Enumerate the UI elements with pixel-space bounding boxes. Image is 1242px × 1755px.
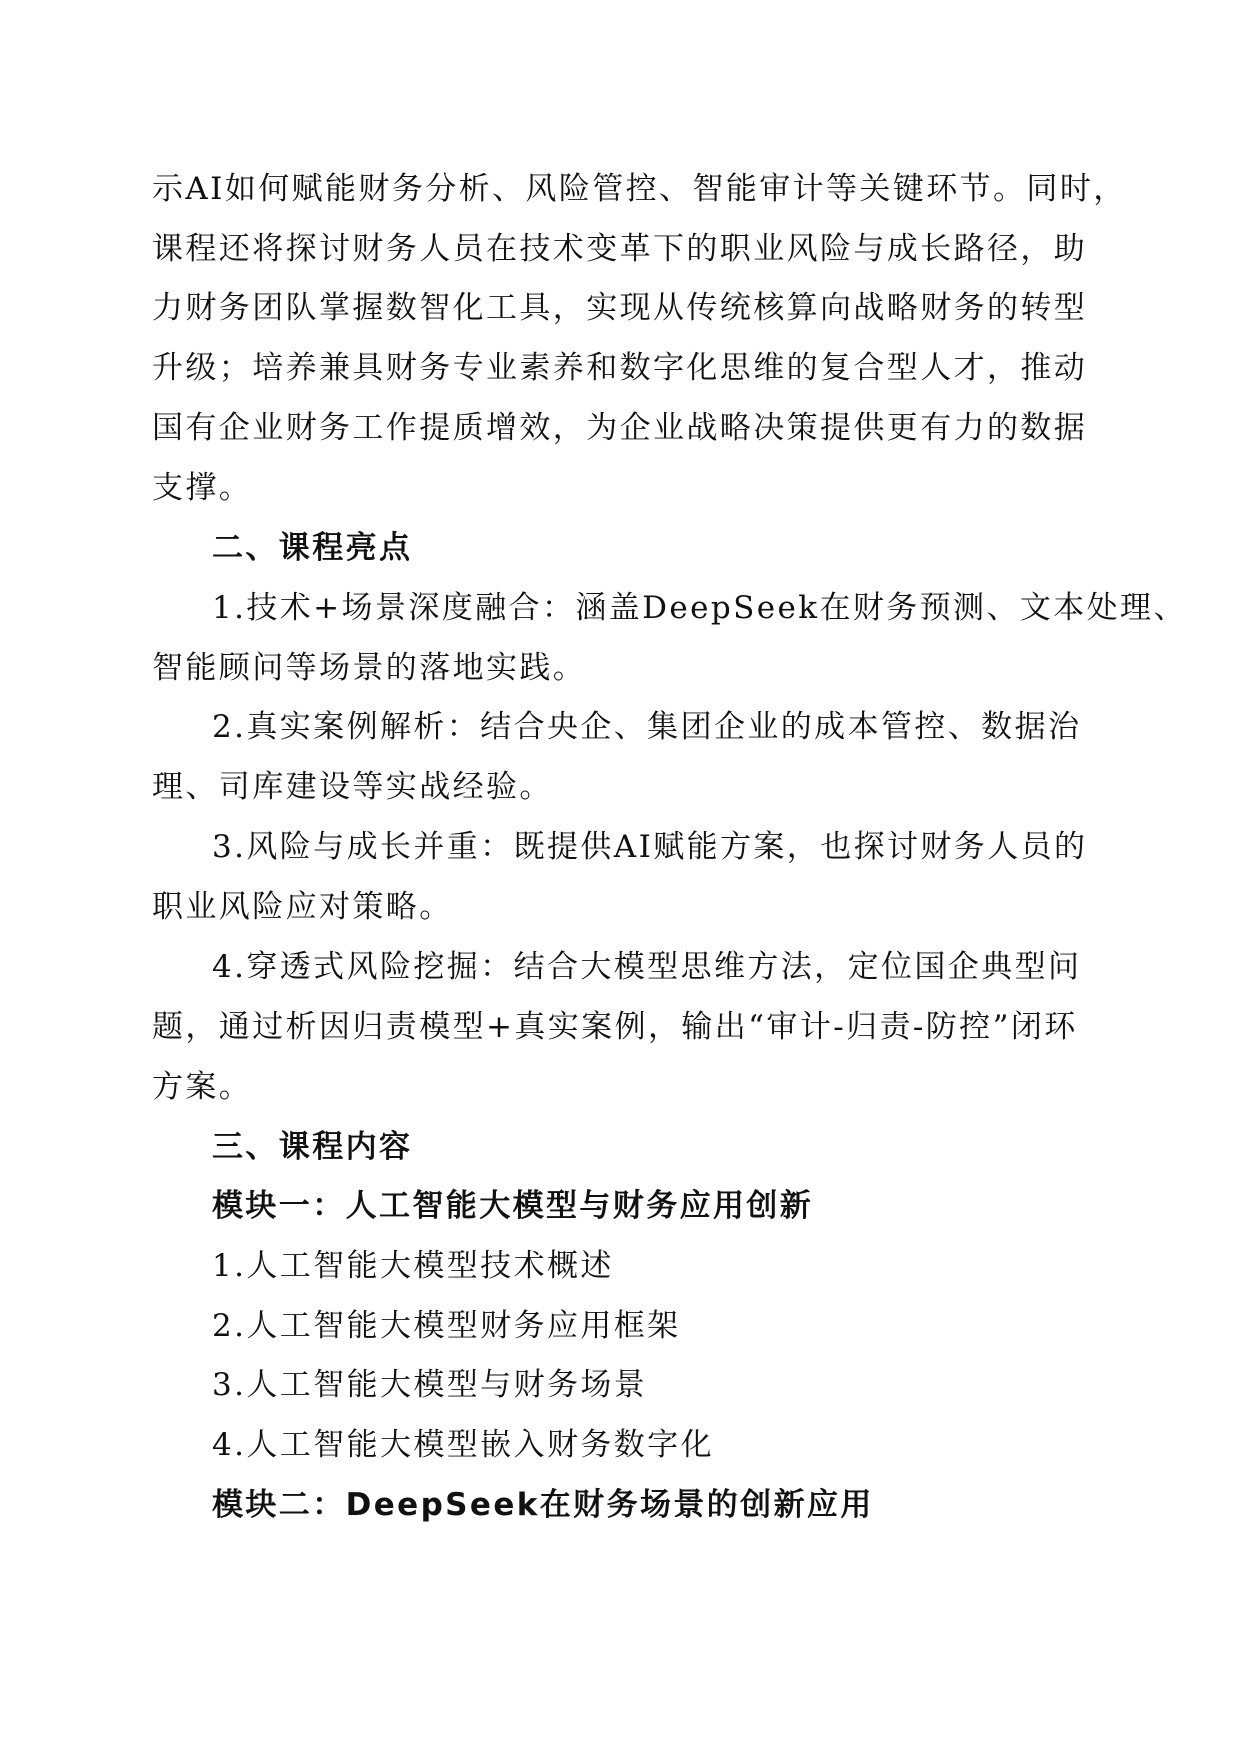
section-heading-highlights: 二、课程亮点	[212, 530, 413, 566]
paragraph-line: 国有企业财务工作提质增效，为企业战略决策提供更有力的数据	[152, 410, 1088, 446]
list-item-continuation: 智能顾问等场景的落地实践。	[152, 650, 587, 686]
module-item: 1.人工智能大模型技术概述	[212, 1248, 614, 1284]
paragraph-line: 支撑。	[152, 470, 253, 506]
section-heading-content: 三、课程内容	[212, 1129, 413, 1165]
module-heading: 模块一：人工智能大模型与财务应用创新	[212, 1188, 814, 1224]
list-item-continuation: 理、司库建设等实战经验。	[152, 769, 553, 805]
list-item: 1.技术+场景深度融合：涵盖DeepSeek在财务预测、文本处理、	[212, 590, 1187, 626]
paragraph-line: 升级；培养兼具财务专业素养和数字化思维的复合型人才，推动	[152, 350, 1088, 386]
list-item-continuation: 方案。	[152, 1069, 253, 1105]
paragraph-line: 课程还将探讨财务人员在技术变革下的职业风险与成长路径，助	[152, 231, 1088, 267]
list-item: 2.真实案例解析：结合央企、集团企业的成本管控、数据治	[212, 709, 1082, 745]
list-item: 3.风险与成长并重：既提供AI赋能方案，也探讨财务人员的	[212, 829, 1088, 865]
paragraph-line: 力财务团队掌握数智化工具，实现从传统核算向战略财务的转型	[152, 290, 1088, 326]
list-item: 4.穿透式风险挖掘：结合大模型思维方法，定位国企典型问	[212, 949, 1082, 985]
module-item: 4.人工智能大模型嵌入财务数字化	[212, 1427, 714, 1463]
paragraph-line: 示AI如何赋能财务分析、风险管控、智能审计等关键环节。同时，	[152, 171, 1127, 207]
module-item: 3.人工智能大模型与财务场景	[212, 1367, 648, 1403]
list-item-continuation: 题，通过析因归责模型+真实案例，输出“审计-归责-防控”闭环	[152, 1009, 1078, 1045]
module-item: 2.人工智能大模型财务应用框架	[212, 1308, 681, 1344]
list-item-continuation: 职业风险应对策略。	[152, 889, 453, 925]
module-heading: 模块二：DeepSeek在财务场景的创新应用	[212, 1487, 874, 1523]
